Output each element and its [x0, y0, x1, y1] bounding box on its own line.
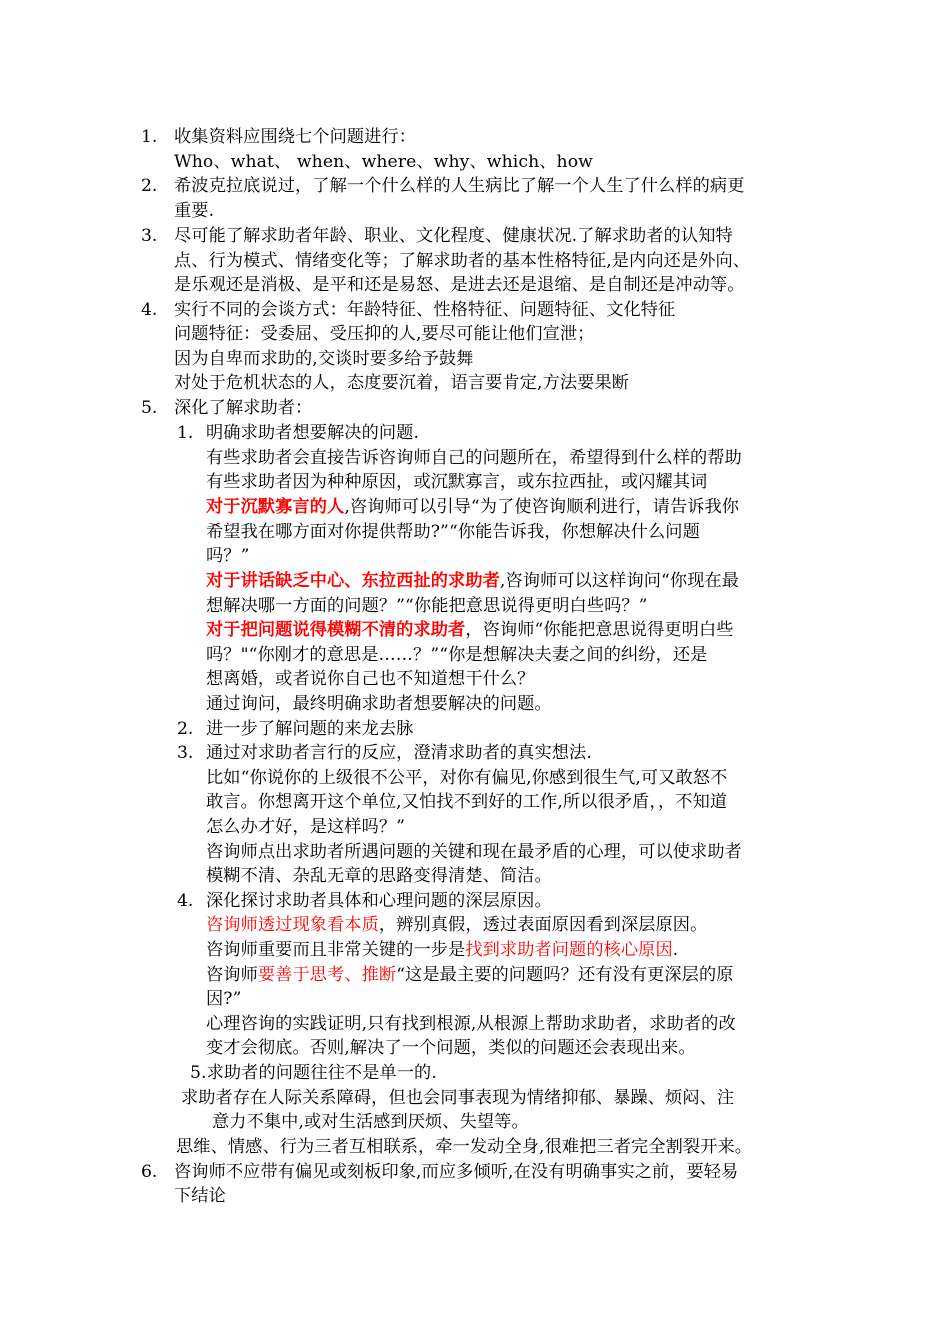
- highlight-silent-client: 对于沉默寡言的人: [206, 497, 345, 517]
- sub-3-line-3: 敢言。你想离开这个单位,又怕找不到好的工作,所以很矛盾，，不知道: [206, 792, 728, 812]
- sub-4-line-4: 咨询师要善于思考、推断“这是最主要的问题吗？还有没有更深层的原: [206, 965, 734, 985]
- sub-1-line-10: 吗？"“你刚才的意思是……？”“你是想解决夫妻之间的纠纷，还是: [206, 645, 708, 665]
- sub-1-number: 1.: [177, 423, 194, 443]
- sub-1-line-12: 通过询问，最终明确求助者想要解决的问题。: [206, 694, 552, 714]
- sub-4-line-1: 深化探讨求助者具体和心理问题的深层原因。: [206, 891, 552, 911]
- sub-3-line-5: 咨询师点出求助者所遇问题的关键和现在最矛盾的心理，可以使求助者: [206, 842, 742, 862]
- sub-3-line-6: 模糊不清、杂乱无章的思路变得清楚、简洁。: [206, 866, 552, 886]
- item-1-number: 1.: [141, 127, 158, 147]
- sub-1-line-8: 想解决哪一方面的问题？”“你能把意思说得更明白些吗？”: [206, 596, 648, 616]
- sub-4-line-2: 咨询师透过现象看本质，辨别真假，透过表面原因看到深层原因。: [206, 915, 708, 935]
- sub-1-line-9: 对于把问题说得模糊不清的求助者，咨询师“你能把意思说得更明白些: [206, 620, 734, 640]
- sub-3-line-4: 怎么办才好，是这样吗？”: [206, 817, 406, 837]
- sub-1-line-5: 希望我在哪方面对你提供帮助?”“你能告诉我，你想解决什么问题: [206, 522, 700, 542]
- sub-5-line-3: 意力不集中,或对生活感到厌烦、失望等。: [212, 1112, 529, 1132]
- sub-4-number: 4.: [177, 891, 194, 911]
- item-2-line-1: 希波克拉底说过，了解一个什么样的人生病比了解一个人生了什么样的病更: [174, 176, 745, 196]
- item-4-line-3: 因为自卑而求助的,交谈时要多给予鼓舞: [174, 349, 474, 369]
- sub-4-line-7: 变才会彻底。否则,解决了一个问题，类似的问题还会表现出来。: [206, 1038, 696, 1058]
- item-4-line-4: 对处于危机状态的人，态度要沉着，语言要肯定,方法要果断: [174, 373, 630, 393]
- sub-1-line-2: 有些求助者会直接告诉咨询师自己的问题所在，希望得到什么样的帮助: [206, 448, 742, 468]
- sub-5-line-2: 求助者存在人际关系障碍，但也会同事表现为情绪抑郁、暴躁、烦闷、注: [181, 1088, 735, 1108]
- sub-3-line-1: 通过对求助者言行的反应，澄清求助者的真实想法.: [206, 743, 592, 763]
- sub-1-line-7: 对于讲话缺乏中心、东拉西扯的求助者,咨询师可以这样询问“你现在最: [206, 571, 740, 591]
- sub-1-line-3: 有些求助者因为种种原因，或沉默寡言，或东拉西扯，或闪耀其词: [206, 472, 708, 492]
- highlight-think-infer: 要善于思考、推断: [257, 965, 397, 985]
- item-3-line-3: 是乐观还是消极、是平和还是易怒、是进去还是退缩、是自制还是冲动等。: [174, 275, 745, 295]
- sub-4-line-3: 咨询师重要而且非常关键的一步是找到求助者问题的核心原因.: [206, 940, 679, 960]
- item-3-line-2: 点、行为模式、情绪变化等；了解求助者的基本性格特征,是内向还是外向、: [174, 251, 751, 271]
- sub-1-line-11: 想离婚，或者说你自己也不知道想干什么？: [206, 669, 535, 689]
- item-5-line-1: 深化了解求助者：: [174, 398, 313, 418]
- item-5-number: 5.: [141, 398, 158, 418]
- sub-1-line-6: 吗？”: [206, 546, 250, 566]
- item-6-number: 6.: [141, 1162, 158, 1182]
- item-6-line-1: 咨询师不应带有偏见或刻板印象,而应多倾听,在没有明确事实之前，要轻易: [174, 1162, 739, 1182]
- highlight-core-cause: 找到求助者问题的核心原因: [465, 940, 673, 960]
- sub-4-line-5: 因?”: [206, 989, 242, 1009]
- sub-4-line-6: 心理咨询的实践证明,只有找到根源,从根源上帮助求助者，求助者的改: [206, 1014, 736, 1034]
- sub-2-number: 2.: [177, 719, 194, 739]
- item-6-line-2: 下结论: [174, 1186, 226, 1206]
- sub-2-line-1: 进一步了解问题的来龙去脉: [206, 719, 414, 739]
- sub-5-line-4: 思维、情感、行为三者互相联系，牵一发动全身,很难把三者完全割裂开来。: [176, 1137, 753, 1157]
- sub-1-line-4: 对于沉默寡言的人,咨询师可以引导“为了使咨询顺利进行，请告诉我你: [206, 497, 740, 517]
- highlight-see-essence: 咨询师透过现象看本质: [206, 915, 379, 935]
- sub-3-line-2: 比如“你说你的上级很不公平，对你有偏见,你感到很生气,可又敢怒不: [206, 768, 728, 788]
- item-4-line-2: 问题特征：受委屈、受压抑的人,要尽可能让他们宣泄；: [174, 324, 595, 344]
- item-4-number: 4.: [141, 300, 158, 320]
- highlight-vague-client: 对于把问题说得模糊不清的求助者: [206, 620, 466, 640]
- item-2-number: 2.: [141, 176, 158, 196]
- item-3-number: 3.: [141, 226, 158, 246]
- item-4-line-1: 实行不同的会谈方式：年龄特征、性格特征、问题特征、文化特征: [174, 300, 676, 320]
- item-1-line-2: Who、what、 when、where、why、which、how: [174, 152, 593, 172]
- sub-5-line-1: 5.求助者的问题往往不是单一的.: [190, 1063, 437, 1083]
- item-3-line-1: 尽可能了解求助者年龄、职业、文化程度、健康状况.了解求助者的认知特: [174, 226, 733, 246]
- item-1-line-1: 收集资料应围绕七个问题进行：: [174, 127, 417, 147]
- sub-3-number: 3.: [177, 743, 194, 763]
- sub-1-line-1: 明确求助者想要解决的问题.: [206, 423, 420, 443]
- item-2-line-2: 重要.: [174, 201, 215, 221]
- highlight-rambling-client: 对于讲话缺乏中心、东拉西扯的求助者: [206, 571, 500, 591]
